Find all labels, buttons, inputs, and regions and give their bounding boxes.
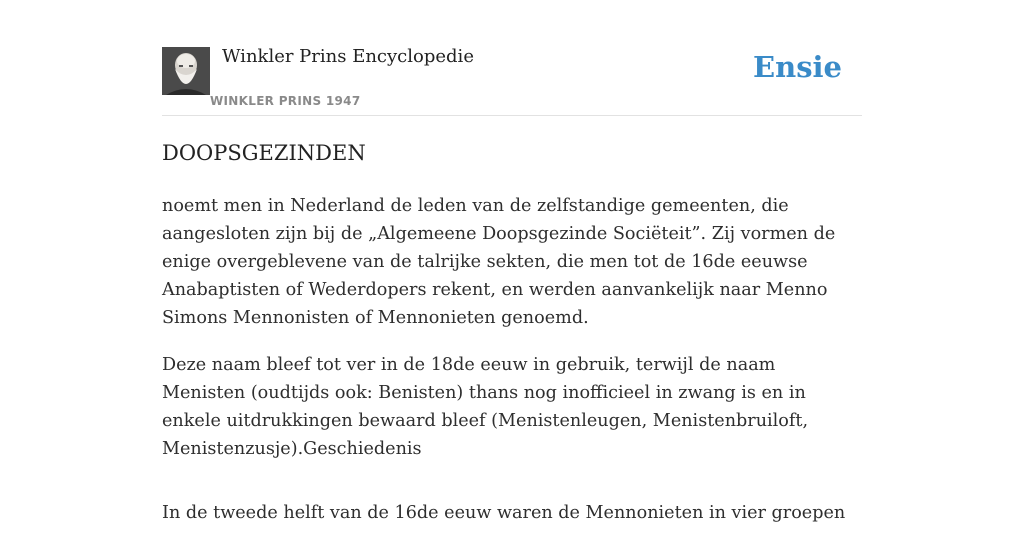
brand-logo[interactable]: Ensie [753,50,842,84]
article-body [162,192,862,546]
bearded-man-portrait-icon [162,47,210,95]
article-paragraph: noemt men in Nederland de leden van de zelfstandige gemeenten, die aangesloten zijn bij de „Algemeene Doopsgezinde Sociëteit”. Zij vormen de enige overgeblevene van de talrijke sekten, die men tot de 16de eeuwse Anabaptisten of Wederdopers rekent, en werden aanvankelijk naar Menno Simons Mennonisten of Mennonieten genoemd. [162,196,836,328]
site-name[interactable]: Winkler Prins Encyclopedie [222,46,474,67]
edition-label[interactable]: WINKLER PRINS 1947 [210,94,361,108]
article-paragraph: Deze naam bleef tot ver in de 18de eeuw in gebruik, terwijl de naam Menisten (oudtijds ook: Benisten) thans nog inofficieel in zwang is en in enkele uitdrukkingen bewaard bleef (Menistenleugen, Menistenbruiloft, Menistenzusje).Geschiedenis [162,355,809,459]
article-paragraph: In de tweede helft van de 16de eeuw waren de Mennonieten in vier groepen [162,503,846,523]
site-header [162,0,862,116]
page [162,0,862,523]
avatar[interactable] [162,47,210,95]
article-title: DOOPSGEZINDEN [162,141,366,165]
